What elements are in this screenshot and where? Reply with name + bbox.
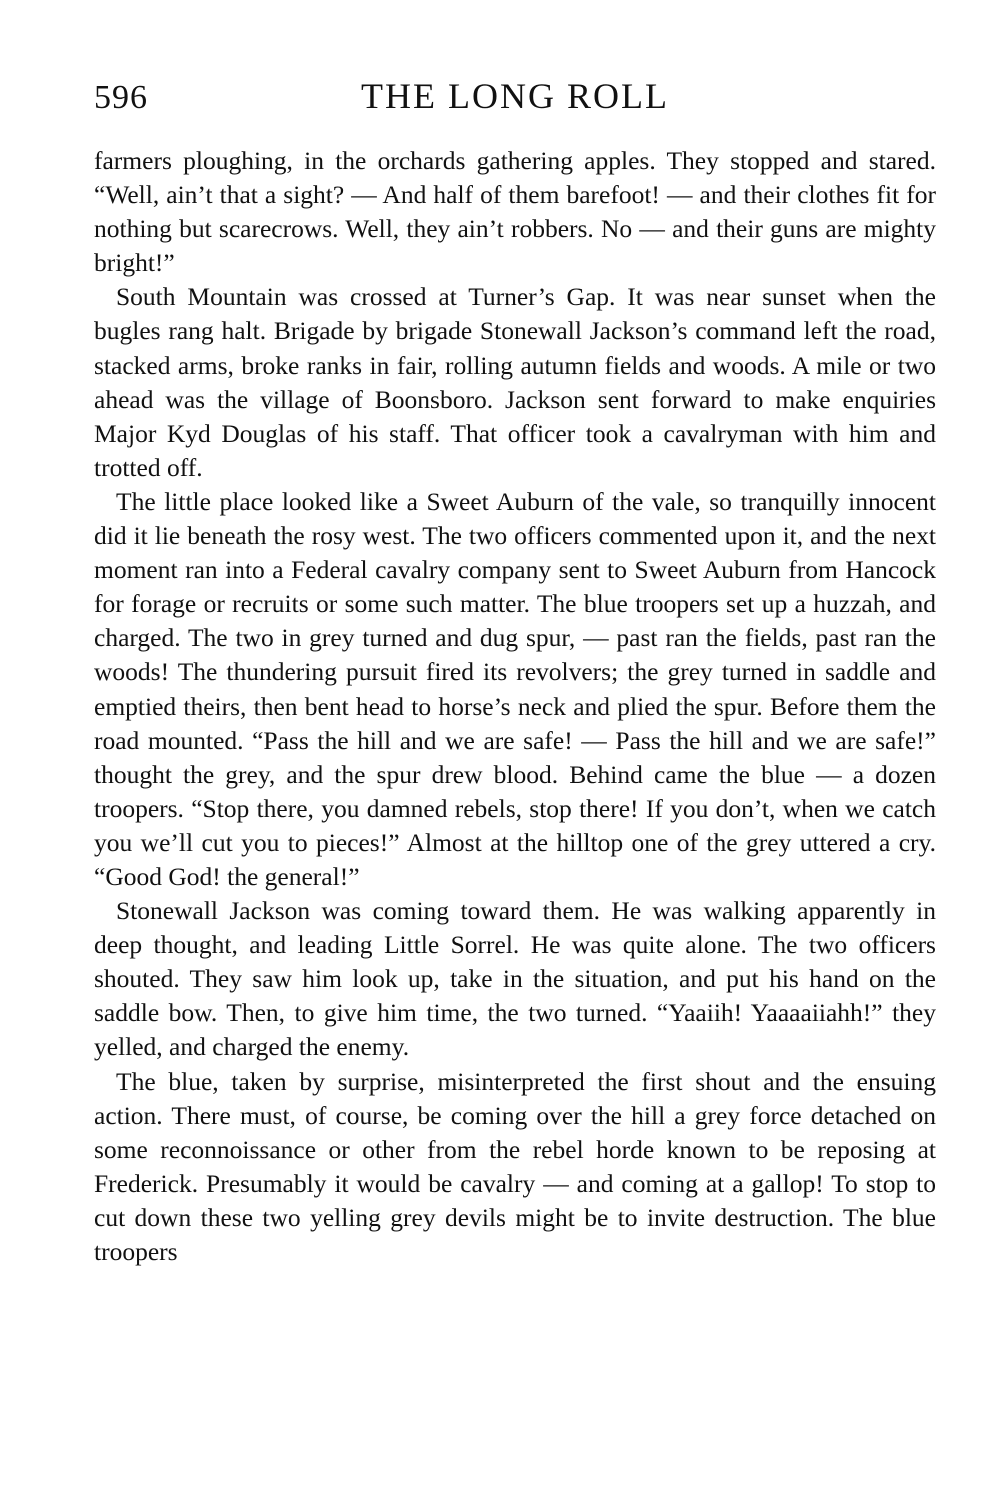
paragraph: The blue, taken by surprise, misinterpreted the first shout and the ensuing action. There must, of course, be coming over the hill a grey force detached on some reconnoissance or other from the rebel horde known to be reposing at Frederick. Presumably it would be cavalry — and coming at a gallop! To stop to cut down these two yelling grey devils might be to invite destruction. The blue troopers [94, 1066, 936, 1266]
page-number: 596 [94, 79, 148, 116]
paragraph: Stonewall Jackson was coming toward them. He was walking apparently in deep thought, and leading Little Sorrel. He was quite alone. The two officers shouted. They saw him look up, take in the situation, and put his hand on the saddle bow. Then, to give him time, the two turned. “Yaaiih! Yaaaaiiahh!” they yelled, and charged the enemy. [94, 896, 936, 1062]
page-header [94, 74, 936, 122]
body-text [94, 144, 936, 1269]
paragraph: The little place looked like a Sweet Auburn of the vale, so tranquilly innocent did it lie beneath the rosy west. The two officers commented upon it, and the next moment ran into a Federal cavalry company sent to Sweet Auburn from Hancock for forage or recruits or some such matter. The blue troopers set up a huzzah, and charged. The two in grey turned and dug spur, — past ran the fields, past ran the woods! The thundering pursuit fired its revolvers; the grey turned in saddle and emptied theirs, then bent head to horse’s neck and plied the spur. Before them the road mounted. “Pass the hill and we are safe! — Pass the hill and we are safe!” thought the grey, and the spur drew blood. Behind came the blue — a dozen troopers. “Stop there, you damned rebels, stop there! If you don’t, when we catch you we’ll cut you to pieces!” Almost at the hilltop one of the grey uttered a cry. “Good God! the general!” [94, 486, 936, 891]
paragraph: South Mountain was crossed at Turner’s Gap. It was near sunset when the bugles rang halt. Brigade by brigade Stonewall Jackson’s command left the road, stacked arms, broke ranks in fair, rolling autumn fields and woods. A mile or two ahead was the village of Boonsboro. Jackson sent forward to make enquiries Major Kyd Douglas of his staff. That officer took a cavalryman with him and trotted off. [94, 282, 936, 482]
running-head: THE LONG ROLL [361, 76, 669, 116]
paragraph: farmers ploughing, in the orchards gathering apples. They stopped and stared. “Well, ain’t that a sight? — And half of them barefoot! — and their clothes fit for nothing but scarecrows. Well, they ain’t robbers. No — and their guns are mighty bright!” [94, 146, 936, 278]
